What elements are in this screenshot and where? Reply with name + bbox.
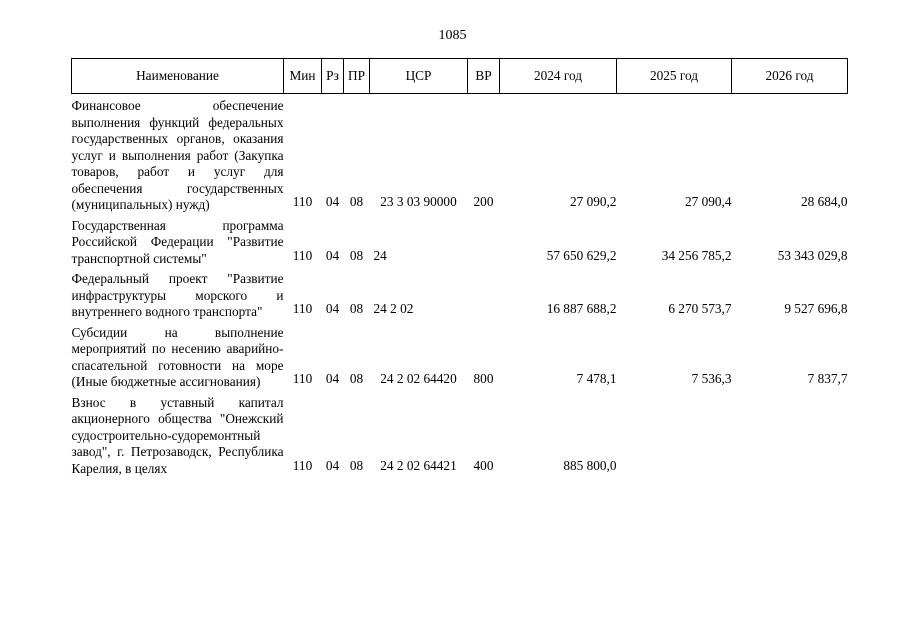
row-rz: 04 [325,194,340,209]
row-csr: 24 [373,247,387,263]
row-2025: 27 090,4 [684,194,732,209]
header-2025: 2025 год [617,59,732,94]
header-name: Наименование [72,59,284,94]
row-min: 110 [292,371,313,386]
row-2026 [732,391,848,478]
row-vr: 200 [473,194,494,209]
table-row [72,214,848,268]
row-min: 110 [292,457,313,473]
header-2024: 2024 год [500,59,617,94]
row-rz: 04 [325,371,340,386]
row-rz: 04 [325,457,340,473]
row-pr: 08 [349,194,364,209]
row-2026: 53 343 029,8 [777,247,848,263]
row-2026: 28 684,0 [800,194,848,209]
table-row [72,321,848,391]
row-2025: 6 270 573,7 [668,301,732,316]
header-rz: Рз [322,59,344,94]
row-2024: 57 650 629,2 [546,247,617,263]
table-row [72,94,848,214]
row-pr: 08 [349,301,364,316]
table-row [72,267,848,321]
row-vr [468,214,500,268]
header-vr: ВР [468,59,500,94]
row-2025 [617,391,732,478]
row-min: 110 [292,194,313,209]
row-pr: 08 [349,457,364,473]
header-csr: ЦСР [370,59,468,94]
row-2025: 34 256 785,2 [661,247,732,263]
row-vr: 400 [473,457,494,473]
row-rz: 04 [325,247,340,263]
row-name: Государственная программа Российской Федерации "Развитие транспортной системы" [71,217,284,266]
row-min: 110 [292,301,313,316]
header-min: Мин [284,59,322,94]
row-csr: 24 2 02 64420 [380,371,457,386]
page-number: 1085 [438,28,467,43]
row-name: Федеральный проект "Развитие инфраструктуры морского и внутреннего водного транспорта" [71,271,284,319]
row-rz: 04 [325,301,340,316]
header-pr: ПР [344,59,370,94]
row-2025: 7 536,3 [691,371,732,386]
table-header-row [72,59,848,94]
row-csr: 24 2 02 64421 [380,457,457,473]
table-row [72,391,848,478]
header-2026: 2026 год [732,59,848,94]
row-name: Финансовое обеспечение выполнения функций федеральных государственных органов, оказания услуг и выполнения работ (Закупка товаров, работ и услуг для обеспечения государственных (муниципальных) нужд) [71,98,284,212]
row-csr: 23 3 03 90000 [380,194,457,209]
row-name: Взнос в уставный капитал акционерного общества "Онежский судостроительно-судоремонтный завод", г. Петрозаводск, Республика Карелия, в целях [71,394,284,476]
row-pr: 08 [349,371,364,386]
row-2024: 16 887 688,2 [546,301,617,316]
budget-table [71,58,848,477]
row-name: Субсидии на выполнение мероприятий по несению аварийно-спасательной готовности на море (Иные бюджетные ассигнования) [71,324,284,389]
row-2024: 27 090,2 [569,194,617,209]
row-pr: 08 [349,247,364,263]
row-vr [468,267,500,321]
row-2024: 885 800,0 [563,457,617,473]
row-2026: 7 837,7 [807,371,848,386]
row-vr: 800 [473,371,494,386]
row-2026: 9 527 696,8 [784,301,848,316]
row-2024: 7 478,1 [576,371,617,386]
row-csr: 24 2 02 [373,301,414,316]
row-min: 110 [292,247,313,263]
